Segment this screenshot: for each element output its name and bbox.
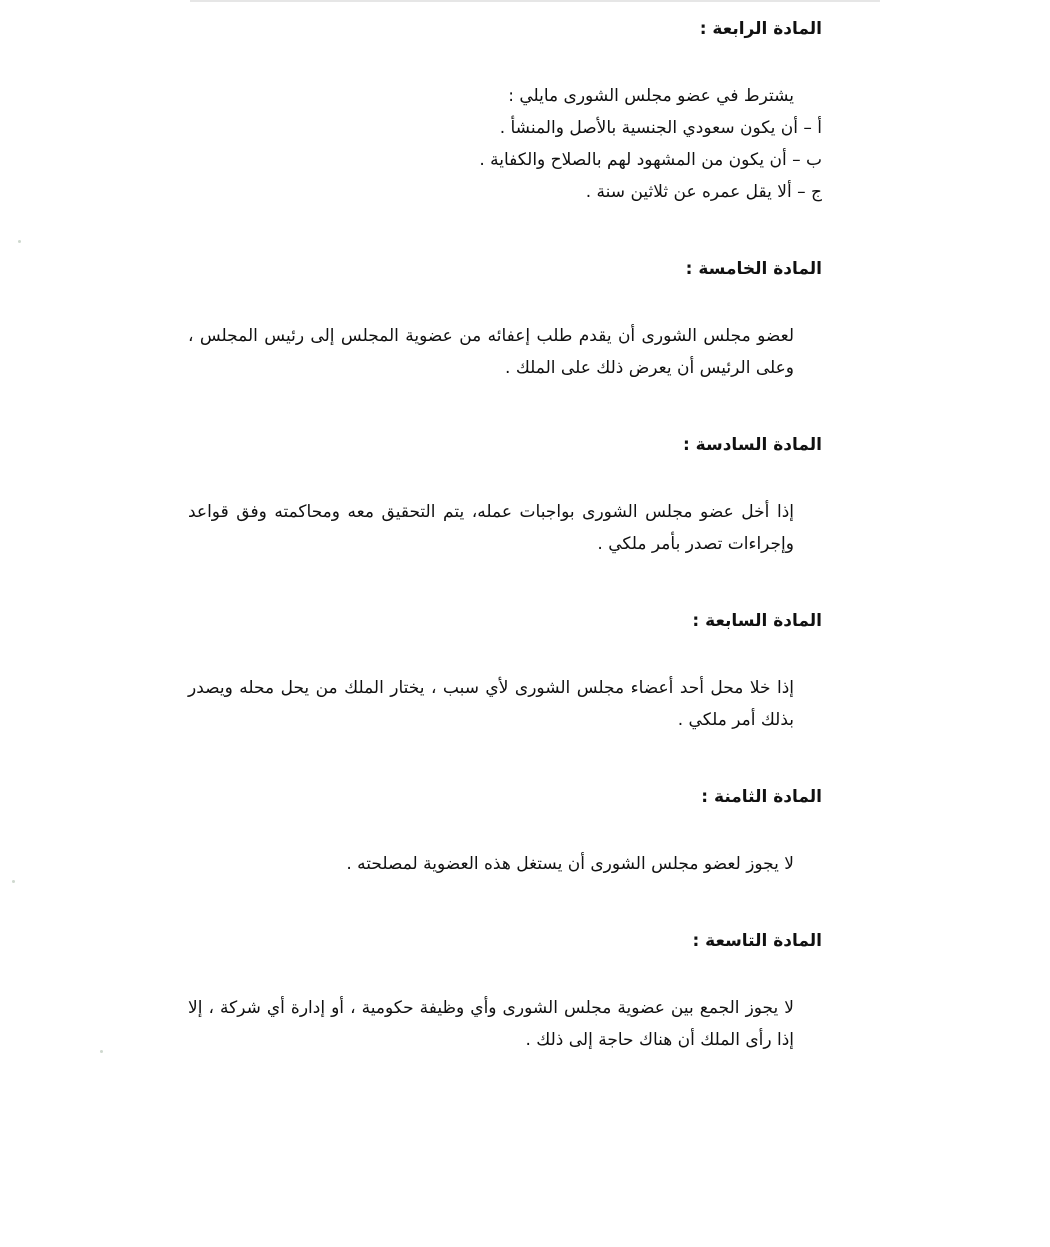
article-heading: المادة السابعة : — [692, 611, 822, 631]
article-text: إذا أخل عضو مجلس الشورى بواجبات عمله، يتم التحقيق معه ومحاكمته وفق قواعد وإجراءات تصدر بأمر ملكي . — [188, 502, 794, 554]
article-6 — [188, 430, 822, 560]
scan-speck — [100, 1050, 103, 1053]
article-heading: المادة السادسة : — [682, 435, 822, 455]
list-item: ب – أن يكون من المشهود لهم بالصلاح والكفاية . — [479, 150, 822, 170]
article-heading: المادة الرابعة : — [699, 19, 822, 39]
scan-speck — [18, 240, 21, 243]
article-text: لعضو مجلس الشورى أن يقدم طلب إعفائه من عضوية المجلس إلى رئيس المجلس ، وعلى الرئيس أن يعرض ذلك على الملك . — [188, 326, 794, 378]
scan-edge-line — [190, 0, 880, 2]
article-heading: المادة التاسعة : — [692, 931, 822, 951]
article-7 — [188, 606, 822, 736]
article-4 — [188, 14, 822, 208]
article-5 — [188, 254, 822, 384]
list-item: ج – ألا يقل عمره عن ثلاثين سنة . — [585, 182, 822, 202]
article-8 — [188, 782, 822, 880]
scan-speck — [12, 880, 15, 883]
article-heading: المادة الخامسة : — [685, 259, 822, 279]
article-text: إذا خلا محل أحد أعضاء مجلس الشورى لأي سبب ، يختار الملك من يحل محله ويصدر بذلك أمر ملكي . — [188, 678, 794, 730]
article-text: لا يجوز لعضو مجلس الشورى أن يستغل هذه العضوية لمصلحته . — [346, 854, 794, 874]
article-9 — [188, 926, 822, 1056]
document-body — [188, 14, 822, 1056]
list-item: أ – أن يكون سعودي الجنسية بالأصل والمنشأ . — [499, 118, 822, 138]
article-intro: يشترط في عضو مجلس الشورى مايلي : — [508, 86, 794, 106]
article-heading: المادة الثامنة : — [701, 787, 822, 807]
article-text: لا يجوز الجمع بين عضوية مجلس الشورى وأي وظيفة حكومية ، أو إدارة أي شركة ، إلا إذا رأى الملك أن هناك حاجة إلى ذلك . — [188, 998, 794, 1050]
